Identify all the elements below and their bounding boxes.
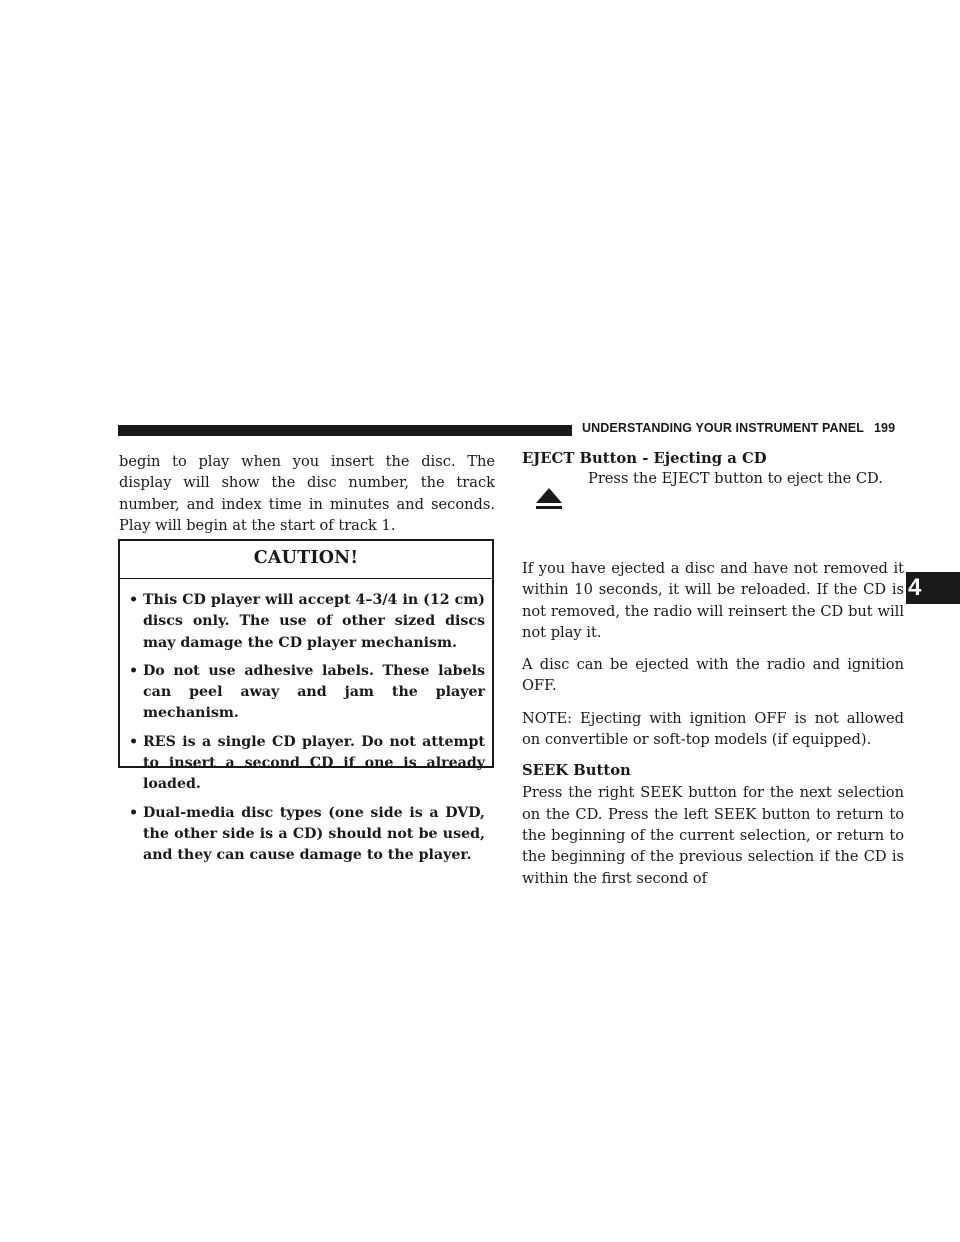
header-rule (118, 425, 572, 436)
note-label: NOTE: (522, 709, 573, 727)
eject-icon (536, 488, 562, 510)
bullet-icon: • (129, 733, 139, 750)
intro-paragraph: begin to play when you insert the disc. The display will show the disc number, the track number, and index time in minutes and seconds. Play will begin at the start of track 1. (119, 453, 495, 534)
eject-row (522, 469, 904, 531)
bullet-icon: • (129, 592, 139, 608)
right-column (522, 449, 904, 889)
note-text: Ejecting with ignition OFF is not allowed on convertible or soft-top models (if equipped). (522, 709, 904, 749)
caution-item: • RES is a single CD player. Do not attempt to insert a second CD if one is already loaded. (129, 733, 485, 793)
caution-item: • Do not use adhesive labels. These labels can peel away and jam the player mechanism. (129, 662, 485, 722)
left-column (119, 451, 495, 536)
caution-box (118, 539, 494, 864)
bullet-icon: • (129, 662, 139, 679)
reload-paragraph: If you have ejected a disc and have not removed it within 10 seconds, it will be reloaded. If the CD is not removed, the radio will reinsert the CD but will not play it. (522, 560, 904, 641)
bullet-icon: • (129, 804, 139, 821)
eject-heading: EJECT Button - Ejecting a CD (522, 450, 767, 467)
seek-paragraph: Press the right SEEK button for the next selection on the CD. Press the left SEEK button to return to the beginning of the current selection, or return to the beginning of the previous selection if the CD is within the first second of (522, 784, 904, 887)
caution-divider (120, 578, 492, 579)
seek-heading: SEEK Button (522, 762, 631, 780)
chapter-tab: 4 (906, 572, 960, 604)
caution-list (120, 590, 492, 867)
caution-title: CAUTION! (253, 548, 359, 568)
section-title: UNDERSTANDING YOUR INSTRUMENT PANEL (582, 421, 864, 435)
caution-item: • Dual-media disc types (one side is a DVD, the other side is a CD) should not be used, and they can cause damage to the player. (129, 804, 485, 864)
eject-instruction: Press the EJECT button to eject the CD. (588, 470, 883, 487)
note-paragraph (522, 708, 904, 751)
page-number: 199 (873, 421, 896, 435)
caution-item: • This CD player will accept 4–3/4 in (12 cm) discs only. The use of other sized discs may damage the CD player mechanism. (129, 592, 485, 651)
running-header (582, 421, 895, 435)
ignition-paragraph: A disc can be ejected with the radio and ignition OFF. (522, 656, 904, 695)
